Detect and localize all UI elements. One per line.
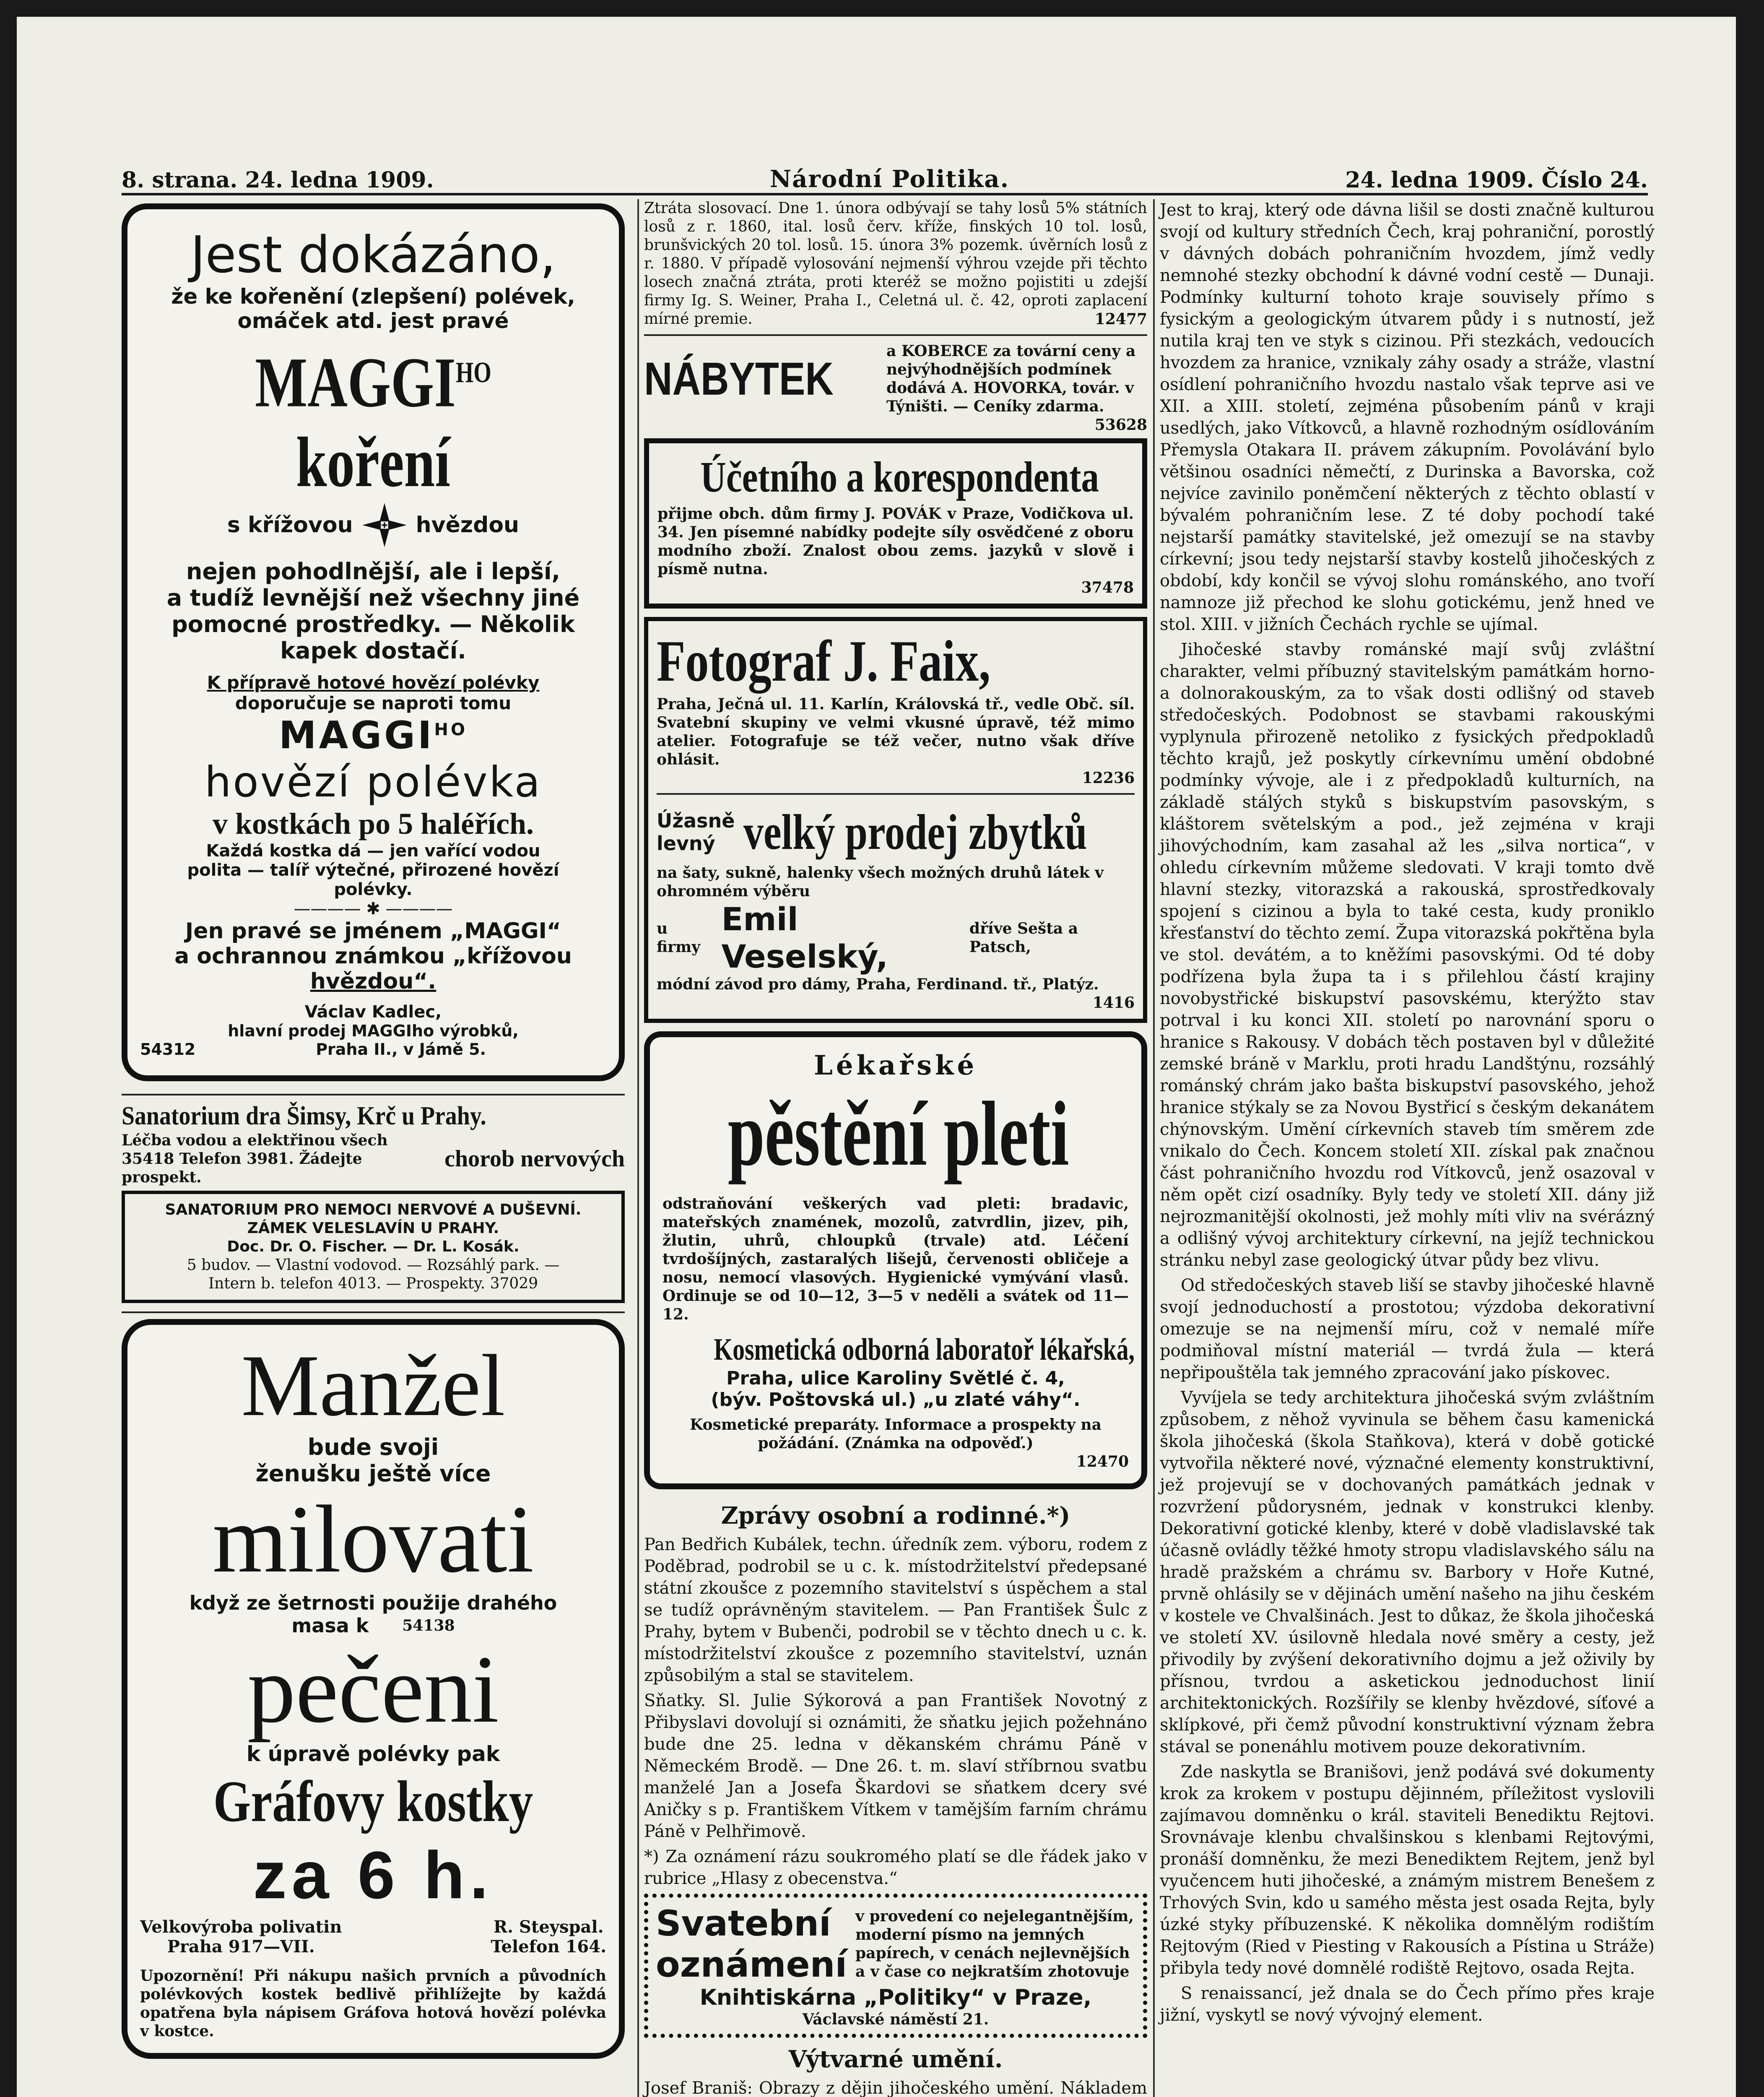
cross-star-icon (361, 502, 408, 548)
column-1 (122, 199, 625, 2097)
manzel-ad: Manžel bude svoji ženušku ještě více milovati když ze šetrnosti použije drahého masa k 54138 pečeni k úpravě polévky pak Gráfovy kostky za 6 h. Velkovýroba polivatin Praha 917—VII. R. Steyspal. Telefon 164. Upozornění! Při nákupu našich prvních a původních polévkových kostek bedlivě přihlížejte by každá opatřena byla nápisem Gráfova hotová hovězí polévka v kostce. (122, 1319, 625, 2059)
newspaper-page (17, 17, 1736, 2097)
article-paragraph: Jest to kraj, který ode dávna lišil se dosti značně kulturou svojí od kultury středních Čech, kraj pohraniční, porostlý v dávných dobách pohraničním hvozdem, jímž vedly nemnohé stezky obchodní k dávné vodní cestě — Dunaji. Podmínky kulturní tohoto kraje souvisely přímo s fysickým a geologickým útvarem půdy i s nutností, jež nutila kraj ten ve styk s cizinou. Při stezkách, vedoucích hvozdem za hranice, vznikaly záhy osady a stráže, vlastní osídlení pohraničního hvozdu nastalo však teprve asi ve XII. a XIII. století, zejména působením pánů v kraji usedlých, jako Vítkovců, a hlavně rozhodným osídlováním Přemysla Otakara II. právem zákupním. Povolávání bylo většinou osadníci němečtí, z Durinska a Bavorska, což nejvíce zavinilo poněmčení některých z těchto oblastí v bývalém pohraničním lese. Z té doby pochodí také nejstarší památky stavitelské, jež omezují se na stavby církevní; jsou tedy nejstarší stavby kostelů jihočeských z období, kdy končil se vývoj slohu románského, ano tvoří namnoze již přechod ke slohu gotickému, jenž hned ve stol. XIII. v jižních Čechách rychle se ujímal. (1160, 200, 1655, 634)
article-paragraph: S renaissancí, jež dnala se do Čech přímo přes kraje jižní, vyskytl se nový vývojný element. (1160, 1984, 1655, 2025)
article-paragraph: Zde naskytla se Branišovi, jenž podává své dokumenty krok za krokem v postupu dějinném, příležitost vyslovili zajímavou domněnku o král. staviteli Benediktu Rejtovi. Srovnávaje klenbu chvalšinskou s klenbami Rejtovými, pronáší domněnku, že mezi Benediktem Rejtem, jenž byl vyučencem huti jihočeské, a známým mistrem Benešem z Trhových Svin, kdo u samého města jest osada Rejta, byly úzké styky příbuzenské. K několika domnělým rodištím Rejtovým (Ried v Piesting v Rakousích a Pístina u Stráže) přibyla tedy nové domnělé rodiště Rejtovo, osada Rejta. (1160, 1762, 1655, 1978)
lekarske-pestenii-ad: Lékařské pěstění pleti odstraňování veškerých vad pleti: bradavic, mateřských znamének, mozolů, zatvrdlin, jizev, pih, žlutin, uhrů, chloupků (trvale) atd. Léčení tvrdošíjných, zastaralých lišejů, červenosti obličeje a nosu, nemocí vlasových. Hygienické vymývání vlasů. Ordinuje se od 10—12, 3—5 v neděli a svátek od 11—12. Kosmetická odborná laboratoř lékařská, Praha, ulice Karoliny Světlé č. 4, (býv. Poštovská ul.) „u zlaté váhy“. Kosmetické preparáty. Informace a prospekty na požádání. (Známka na odpověď.) 12470 (644, 1031, 1147, 1489)
zpravy-heading: Zprávy osobní a rodinné.*) (721, 1502, 1070, 1530)
maggi-title: Jest dokázáno, (190, 226, 556, 284)
vesely-ad: Úžasně levný velký prodej zbytků na šaty, sukně, halenky všech možných druhů látek v ohromném výběru u firmy Emil Veselský, dříve Sešta a Patsch, módní závod pro dámy, Praha, Ferdinand. tř., Platýz. 1416 (657, 804, 1135, 1012)
header-left: 8. strana. 24. ledna 1909. (122, 167, 434, 193)
article-paragraph: Vyvíjela se tedy architektura jihočeská svým zvláštním způsobem, z něhož vyvinula se během času kamenická škola jihočeská (škola Staňkova), která v době gotické vytvořila některé nové, význačné elementy konstruktivní, jež projevují se v dochovaných památkách jednak v rozvržení půdorysném, jednak v konstrukci klenby. Dekorativní gotické klenby, které v době vladislavské tak účasně ovládly těžké hmoty stropu vladislavského sálu na hradě pražském a chrámu sv. Barbory v Hoře Kutné, prvně ohlásily se v dějinách umění našeho na jihu českém v kostele ve Chvalšinách. Jest to důkaz, že škola jihočeská ve století XV. úsilovně hledala nové směry a cesty, jež přivodily by zvýšení dekorativního dojmu a jež oživily by přísnou, tvrdou a asketickou jednoduchost linií architektonických. Rozšířily se klenby hvězdové, síťové a sklípkové, při čemž původní konstruktivní význam žebra stával se ponenáhlu motivem pouze dekorativním. (1160, 1388, 1655, 1756)
faix-ad: Fotograf J. Faix, Praha, Ječná ul. 11. Karlín, Královská tř., vedle Obč. síl. Svatební skupiny ve velmi vkusné úpravě, též mimo atelier. Fotografuje se též večer, nutno však dříve ohlásit. 12236 Úžasně levný velký prodej zbytků na šaty, sukně, halenky všech možných druhů látek v ohromném výběru u firmy Emil Veselský, dříve Sešta a Patsch, módní závod pro dámy, Praha, Ferdinand. tř., Platýz. 1416 (644, 617, 1147, 1023)
maggi-brand-2: $MAGGI^{HO}$ (279, 713, 468, 757)
masthead: Národní Politika. (769, 165, 1010, 193)
sanatorium-simsa-ad: Sanatorium dra Šimsy, Krč u Prahy. Léčba vodou a elektřinou všech 35418 Telefon 3981. Žádejte prospekt. chorob nervových (122, 1101, 625, 1186)
article-paragraph: Jihočeské stavby románské mají svůj zvláštní charakter, velmi příbuzný stavitelským památkám horno- a dolnorakouským, za to však dosti odlišný od staveb středočeských. Podobnost se stavbami rakouskými vyplynula přirozeně netoliko z fysických předpokladů těchto krajů, jež poskytly církevnímu umění obdobné podmínky vývoje, ale i z předpokladů kulturních, na základě stálých styků s biskupstvím pasovským, s kláštorem světelským a pod., jež zejména v kraji jihovýchodním, kam zasahal až les „silva nortica“, v ohledu církevním můžeme sledovati. V kraji tomto dvě hlavní stezky, vitorazská a rakouská, sprostředkovaly spojení s cizinou a byla to také cesta, kudy proniklo křesťanství do těchto zemí. Župa vitorazská pokřtěna byla ve stol. devátém, a to kněžími pasovskými. Od té doby podřízena byla župa ta i s přilehlou částí krajiny novobystřické biskupství pasovskému, kterýžto stav potrval i ku konci XII. století po narovnání sporu o hranice s Rakousy. V dobách těch postaven byl v důležité zemské bráně v Marklu, proti hradu Landštýnu, rozsáhlý románský chrám jako bašta biskupství pasovského, jehož hranice stýkaly se za Novou Bystřicí s českým dekanátem chýnovským. Umění církevních staveb tím směrem zde vnikalo do Čech. Koncem století XII. získal pak značnou část pohraničního hvozdu rod Vítkovců, jenž osazoval v něm opět cizí osadníky. Byly tedy ve století XII. dány již nejrozmanitější okolnosti, jež mohly míti vliv na svérázný a odlišný vývoj architektury církevní, na jejíž technickou stránku nebyl zase geologický útvar půdy bez vlivu. (1160, 640, 1655, 1270)
svatebni-ad: Svatební oznámení v provedení co nejelegantnějším, moderní písmo na jemných papírech, v cenách nejlevnějších a v čase co nejkratším zhotovuje Knihtiskárna „Politiky“ v Praze, Václavské náměstí 21. (644, 1894, 1147, 2038)
vytvarne-heading: Výtvarné umění. (788, 2045, 1003, 2073)
ucetni-ad: Účetního a korespondenta přijme obch. dům firmy J. POVÁK v Praze, Vodičkova ul. 34. Jen písemné nabídky podejte síly osvědčené z oboru modního zboží. Znalost obou zems. jazyků v slově i písmě nutna. 37478 (644, 438, 1147, 609)
ztrata-notice: Ztráta slosovací. Dne 1. února odbývají se tahy losů 5% státních losů z r. 1860, ital. losů červ. kříže, finských 10 tol. losů, brunšvických 20 tol. losů. 15. února 3% pozemk. úvěrních losů z r. 1880. V případě vylosování nejmenší výhrou vzejde při těchto losech značná ztráta, proti kteréž se možno pojistiti u zdejší firmy Ig. S. Weiner, Praha I., Celetná ul. č. 42, oproti zaplacení mírné premie. 12477 (644, 200, 1147, 328)
maggi-star-row: s křížovou hvězdou (140, 502, 606, 548)
maggi-ad: Jest dokázáno, že ke kořenění (zlepšení) polévek, omáček atd. jest pravé $MAGGI^{HO}$ koření s křížovou hvězdou nejen pohodlnější, ale i lepší, a tudíž levnější než všechny jiné pomocné prostředky. — Několik kapek dostačí. K přípravě hotové hovězí polévky doporučuje se naproti tomu $MAGGI^{HO}$ hovězí polévka v kostkách po 5 haléřích. Každá kostka dá — jen vařící vodou polita — talíř výtečné, přirozené hovězí polévky. ———— ✱ ———— Jen pravé se jménem „MAGGI“ a ochrannou známkou „křížovou hvězdou“. Václav Kadlec, hlavní prodej MAGGIho výrobků, 54312 Praha II., v Jámě 5. (122, 203, 625, 1081)
column-2: Ztráta slosovací. Dne 1. února odbývají se tahy losů 5% státních losů z r. 1860, ital. losů červ. kříže, finských 10 tol. losů, brunšvických 20 tol. losů. 15. února 3% pozemk. úvěrních losů z r. 1880. V případě vylosování nejmenší výhrou vzejde při těchto losech značná ztráta, proti kteréž se možno pojistiti u zdejší firmy Ig. S. Weiner, Praha I., Celetná ul. č. 42, oproti zaplacení mírné premie. 12477 NÁBYTEK a KOBERCE za tovární ceny a nejvýhodnějších podmínek dodává A. HOVORKA, továr. v Týništi. — Ceníky zdarma. 53628 Účetního a korespondenta přijme obch. dům firmy J. POVÁK v Praze, Vodičkova ul. 34. Jen písemné nabídky podejte síly osvědčené z oboru modního zboží. Znalost obou zems. jazyků v slově i písmě nutna. 37478 Fotograf J. Faix, Praha, Ječná ul. 11. Karlín, Královská tř., vedle Obč. síl. Svatební skupiny ve velmi vkusné úpravě, též mimo atelier. Fotografuje se též večer, nutno však dříve ohlásit. 12236 Úžasně levný velký prodej zbytků na šaty, sukně, halenky všech možných druhů látek v ohromném výběru u firmy Emil Veselský, dříve Sešta a Patsch, módní závod pro dámy, Praha, Ferdinand. tř., Platýz. 1416 Lékařské pěstění pleti odstraňování veškerých vad pleti: bradavic, mateřských znamének, mozolů, zatvrdlin, jizev, pih, žlutin, uhrů, chloupků (trvale) atd. Léčení tvrdošíjných, zastaralých lišejů, červenosti obličeje a nosu, nemocí vlasových. Hygienické vymývání vlasů. Ordinuje se od 10—12, 3—5 v neděli a svátek od 11—12. Kosmetická odborná laboratoř lékařská, Praha, ulice Karoliny Světlé č. 4, (býv. Poštovská ul.) „u zlaté váhy“. Kosmetické preparáty. Informace a prospekty na požádání. (Známka na odpověď.) 12470 Zprávy osobní a rodinné.*) Pan Bedřich Kubálek, techn. úředník zem. výboru, rodem z Poděbrad, podrobil se u c. k. místodržitelství předepsané státní zkoušce z pozemního stavitelství s úspěchem a stal se tudíž oprávněným stavitelem. — Pan František Šulc z Prahy, bytem v Bubenči, podrobil se v těchto dnech u c. k. místodržitelství zkoušce z pozemního stavitelství, uznán způsobilým a stal se stavitelem. Sňatky. Sl. Julie Sýkorová a pan František Novotný z Přibyslavi dovolují si oznámiti, že sňatku jejich požehnáno bude dne 25. ledna v děkanském chrámu Páně v Německém Brodě. — Dne 26. t. m. slaví stříbrnou svatbu manželé Jan a Josefa Škardovi se sňatkem dcery své Aničky s p. Františkem Vítkem v tamějším farním chrámu Páně v Pelhřimově. *) Za oznámení rázu soukromého platí se dle řádek jako v rubrice „Hlasy z obecenstva.“ Svatební oznámení v provedení co nejelegantnějším, moderní písmo na jemných papírech, v cenách nejlevnějších a v čase co nejkratším zhotovuje Knihtiskárna „Politiky“ v Praze, Václavské náměstí 21. Výtvarné umění. Josef Braniš: Obrazy z dějin jihočeského umění. Nákladem (637, 199, 1147, 2097)
article-paragraph: Od středočeských staveb liší se stavby jihočeské hlavně svojí jednoduchostí a prostotou; výzdoba dekorativní omezuje se na nejmenší míru, což v nemalé míře podmiňoval místní materiál — tvrdá žula — která nepřipouštěla tak jemného zpracování jako pískovec. (1160, 1276, 1655, 1382)
page-header (122, 159, 1648, 195)
column-3 (1153, 199, 1655, 2097)
maggi-brand: $MAGGI^{HO}$ koření (255, 343, 491, 502)
nabytek-ad: NÁBYTEK a KOBERCE za tovární ceny a nejvýhodnějších podmínek dodává A. HOVORKA, továr. v Týništi. — Ceníky zdarma. (644, 342, 1136, 415)
header-right: 24. ledna 1909. Číslo 24. (1345, 167, 1648, 193)
sanatorium-veleslavin-ad: SANATORIUM PRO NEMOCI NERVOVÉ A DUŠEVNÍ. ZÁMEK VELESLAVÍN U PRAHY. Doc. Dr. O. Fischer. — Dr. L. Kosák. 5 budov. — Vlastní vodovod. — Rozsáhlý park. — Intern b. telefon 4013. — Prospekty. 37029 (122, 1191, 625, 1303)
